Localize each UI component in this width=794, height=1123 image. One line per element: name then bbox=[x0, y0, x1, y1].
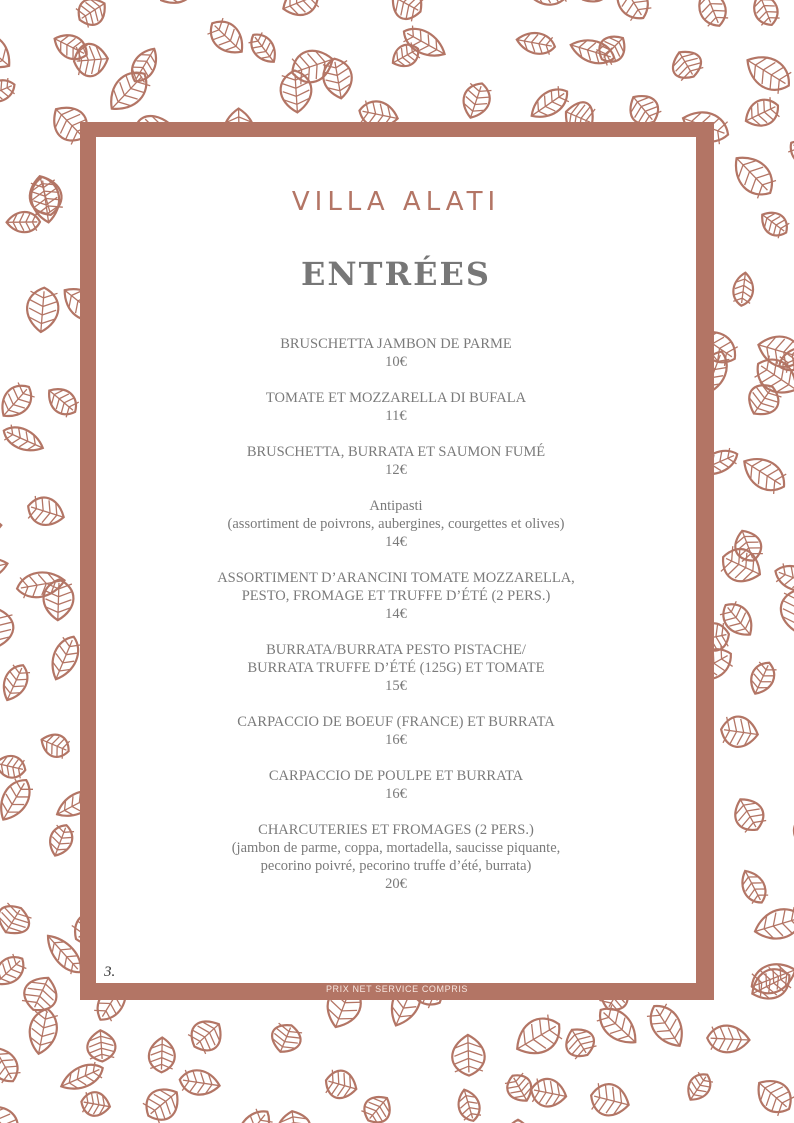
menu-panel bbox=[96, 137, 696, 983]
leaf-icon bbox=[50, 29, 92, 65]
menu-item bbox=[96, 497, 696, 551]
leaf-icon bbox=[527, 0, 570, 7]
leaf-icon bbox=[592, 1001, 644, 1052]
leaf-icon bbox=[178, 1068, 221, 1098]
leaf-icon bbox=[388, 40, 423, 72]
page-number: 3. bbox=[104, 964, 116, 980]
leaf-icon bbox=[18, 971, 63, 1017]
leaf-icon bbox=[37, 730, 73, 762]
menu-item bbox=[96, 443, 696, 479]
menu-item-name: BURRATA/BURRATA PESTO PISTACHE/ bbox=[266, 642, 526, 658]
menu-list bbox=[96, 335, 696, 911]
leaf-icon bbox=[228, 1104, 277, 1123]
menu-item-name: (jambon de parme, coppa, mortadella, saucisse piquante, bbox=[231, 840, 561, 856]
leaf-icon bbox=[139, 1081, 186, 1123]
menu-item-name: TOMATE ET MOZZARELLA DI BUFALA bbox=[265, 390, 527, 406]
leaf-icon bbox=[24, 493, 68, 530]
leaf-icon bbox=[386, 0, 428, 25]
menu-item bbox=[96, 641, 696, 695]
leaf-icon bbox=[529, 1076, 569, 1110]
leaf-icon bbox=[320, 56, 355, 100]
leaf-icon bbox=[72, 0, 111, 31]
menu-item-price: 15€ bbox=[385, 678, 407, 694]
menu-item-name: Antipasti bbox=[369, 498, 423, 514]
leaf-icon bbox=[707, 1025, 751, 1054]
menu-item-price: 16€ bbox=[385, 786, 407, 802]
leaf-icon bbox=[43, 579, 74, 621]
leaf-icon bbox=[267, 1020, 305, 1058]
leaf-icon bbox=[749, 0, 783, 29]
leaf-icon bbox=[0, 554, 10, 584]
leaf-icon bbox=[750, 1072, 794, 1120]
leaf-icon bbox=[57, 1059, 107, 1096]
leaf-icon bbox=[0, 899, 35, 941]
leaf-icon bbox=[184, 1013, 229, 1058]
leaf-icon bbox=[515, 30, 557, 57]
menu-item-name: ASSORTIMENT D’ARANCINI TOMATE MOZZARELLA, bbox=[217, 570, 575, 586]
menu-item-price: 20€ bbox=[385, 876, 407, 892]
leaf-icon bbox=[560, 1022, 600, 1062]
leaf-icon bbox=[784, 135, 794, 175]
leaf-icon bbox=[86, 1029, 116, 1062]
leaf-icon bbox=[0, 447, 1, 487]
brand-name: VILLA ALATI bbox=[291, 187, 501, 217]
footer-note: PRIX NET SERVICE COMPRIS bbox=[325, 984, 469, 994]
leaf-icon bbox=[756, 206, 793, 241]
leaf-icon bbox=[737, 450, 791, 498]
leaf-icon bbox=[728, 792, 769, 836]
menu-item bbox=[96, 821, 696, 893]
leaf-icon bbox=[42, 382, 82, 421]
leaf-icon bbox=[0, 774, 37, 826]
leaf-icon bbox=[736, 866, 771, 907]
leaf-icon bbox=[154, 0, 202, 11]
menu-item-name: (assortiment de poivrons, aubergines, courgettes et olives) bbox=[227, 516, 565, 532]
leaf-icon bbox=[276, 1109, 312, 1123]
leaf-icon bbox=[740, 48, 794, 98]
leaf-icon bbox=[126, 43, 163, 86]
menu-item-price: 12€ bbox=[385, 462, 407, 478]
leaf-icon bbox=[6, 212, 40, 233]
menu-item-price: 14€ bbox=[385, 606, 407, 622]
leaf-icon bbox=[79, 1090, 112, 1118]
menu-item bbox=[96, 389, 696, 425]
leaf-icon bbox=[716, 543, 766, 589]
leaf-icon bbox=[454, 1087, 483, 1123]
leaf-icon bbox=[358, 1090, 397, 1123]
leaf-icon bbox=[732, 271, 756, 306]
leaf-icon bbox=[0, 1097, 26, 1123]
leaf-icon bbox=[609, 0, 656, 25]
leaf-icon bbox=[452, 1034, 486, 1076]
menu-item bbox=[96, 569, 696, 623]
leaf-icon bbox=[25, 1006, 60, 1056]
menu-item-name: CARPACCIO DE BOEUF (FRANCE) ET BURRATA bbox=[237, 714, 555, 730]
leaf-icon bbox=[788, 188, 794, 228]
menu-item-name: CARPACCIO DE POULPE ET BURRATA bbox=[268, 768, 524, 784]
menu-frame bbox=[80, 122, 714, 1000]
leaf-icon bbox=[740, 94, 783, 132]
leaf-icon bbox=[0, 1042, 24, 1087]
leaf-icon bbox=[587, 1080, 632, 1120]
menu-item-name: BURRATA TRUFFE D’ÉTÉ (125G) ET TOMATE bbox=[247, 660, 545, 676]
leaf-icon bbox=[790, 811, 794, 853]
leaf-icon bbox=[245, 29, 281, 68]
leaf-icon bbox=[101, 64, 154, 118]
leaf-icon bbox=[0, 515, 2, 540]
menu-item bbox=[96, 335, 696, 371]
leaf-icon bbox=[726, 148, 781, 203]
menu-item bbox=[96, 767, 696, 803]
leaf-icon bbox=[458, 79, 494, 121]
leaf-icon bbox=[0, 75, 18, 107]
leaf-icon bbox=[0, 27, 18, 77]
leaf-icon bbox=[751, 904, 794, 945]
leaf-icon bbox=[322, 1067, 360, 1102]
leaf-icon bbox=[693, 0, 731, 31]
leaf-icon bbox=[148, 1037, 175, 1072]
leaf-icon bbox=[745, 658, 779, 698]
leaf-icon bbox=[45, 632, 84, 683]
leaf-icon bbox=[0, 608, 15, 649]
leaf-icon bbox=[0, 0, 26, 5]
leaf-icon bbox=[682, 1069, 716, 1105]
leaf-icon bbox=[278, 0, 323, 21]
leaf-icon bbox=[509, 1010, 567, 1063]
menu-item-price: 10€ bbox=[385, 354, 407, 370]
leaf-icon bbox=[667, 45, 707, 84]
section-title: ENTRÉES bbox=[301, 255, 491, 293]
menu-item-price: 16€ bbox=[385, 732, 407, 748]
menu-item-name: PESTO, FROMAGE ET TRUFFE D’ÉTÉ (2 PERS.) bbox=[241, 588, 551, 604]
leaf-icon bbox=[643, 999, 691, 1053]
leaf-icon bbox=[45, 821, 77, 859]
menu-item-price: 11€ bbox=[385, 408, 407, 424]
leaf-icon bbox=[0, 379, 38, 425]
leaf-icon bbox=[0, 753, 28, 781]
menu-item-name: CHARCUTERIES ET FROMAGES (2 PERS.) bbox=[258, 822, 534, 838]
leaf-icon bbox=[779, 589, 794, 632]
leaf-icon bbox=[399, 22, 450, 63]
leaf-icon bbox=[719, 714, 760, 749]
menu-item-name: BRUSCHETTA JAMBON DE PARME bbox=[280, 336, 512, 352]
menu-item-price: 14€ bbox=[385, 534, 407, 550]
leaf-icon bbox=[0, 661, 33, 705]
menu-item-name: pecorino poivré, pecorino truffe d’été, burrata) bbox=[260, 858, 532, 874]
menu-item bbox=[96, 713, 696, 749]
leaf-icon bbox=[574, 0, 616, 9]
leaf-icon bbox=[25, 286, 60, 333]
menu-item-name: BRUSCHETTA, BURRATA ET SAUMON FUMÉ bbox=[246, 444, 546, 460]
leaf-icon bbox=[0, 422, 47, 457]
leaf-icon bbox=[203, 14, 250, 61]
leaf-icon bbox=[730, 526, 766, 565]
